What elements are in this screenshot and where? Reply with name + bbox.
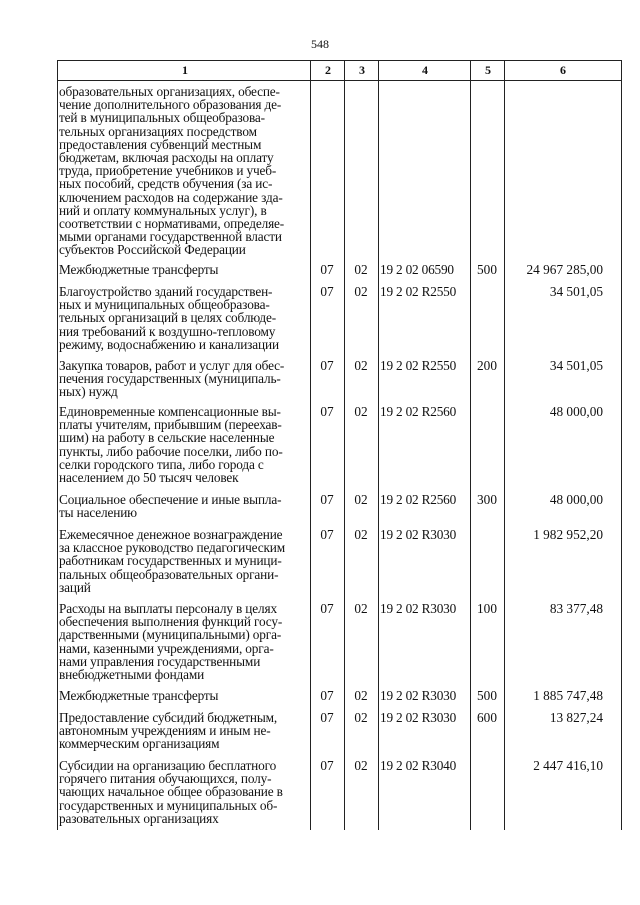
column-divider — [378, 60, 379, 830]
row-description: Благоустройство зданий государствен- ных и муниципальных общеобразова- тельных организаций в целях соблюде- ния требований к воздушно-тепловому режиму, водоснабжению и канализации — [59, 284, 279, 352]
header-col-4: 4 — [422, 63, 428, 77]
expense-type-code: 500 — [477, 688, 497, 703]
header-col-6: 6 — [560, 63, 566, 77]
section-code: 07 — [320, 527, 334, 542]
expense-type-code: 500 — [477, 262, 497, 277]
subsection-code: 02 — [354, 492, 368, 507]
header-col-1: 1 — [182, 63, 188, 77]
section-code: 07 — [320, 688, 334, 703]
subsection-code: 02 — [354, 358, 368, 373]
column-divider — [344, 60, 345, 830]
column-divider — [310, 60, 311, 830]
header-divider — [57, 80, 622, 81]
amount: 1 982 952,20 — [533, 527, 603, 542]
subsection-code: 02 — [354, 601, 368, 616]
target-article-code: 19 2 02 R3030 — [380, 688, 457, 703]
target-article-code: 19 2 02 R2550 — [380, 358, 457, 373]
column-divider — [504, 60, 505, 830]
header-col-3: 3 — [359, 63, 365, 77]
expense-type-code: 200 — [477, 358, 497, 373]
amount: 1 885 747,48 — [533, 688, 603, 703]
section-code: 07 — [320, 262, 334, 277]
amount: 34 501,05 — [549, 358, 603, 373]
target-article-code: 19 2 02 R3030 — [380, 710, 457, 725]
amount: 48 000,00 — [549, 492, 603, 507]
amount: 48 000,00 — [549, 404, 603, 419]
target-article-code: 19 2 02 R2550 — [380, 284, 457, 299]
target-article-code: 19 2 02 R2560 — [380, 492, 457, 507]
subsection-code: 02 — [354, 262, 368, 277]
target-article-code: 19 2 02 R2560 — [380, 404, 457, 419]
target-article-code: 19 2 02 06590 — [380, 262, 454, 277]
row-description: Субсидии на организацию бесплатного горячего питания обучающихся, полу- чающих начальное общее образование в государственных и муниципальных об- разовательных организациях — [59, 758, 283, 826]
row-description: Единовременные компенсационные вы- платы учителям, прибывшим (переехав- шим) на работу в сельские населенные пункты, либо рабочие поселки, либо по- селки городского типа, либо города с населением до 50 тысяч человек — [59, 404, 283, 486]
row-description: Предоставление субсидий бюджетным, автономным учреждениям и иным не- коммерческим организациям — [59, 710, 278, 752]
expense-type-code: 600 — [477, 710, 497, 725]
amount: 24 967 285,00 — [526, 262, 603, 277]
section-code: 07 — [320, 404, 334, 419]
expense-type-code: 300 — [477, 492, 497, 507]
target-article-code: 19 2 02 R3030 — [380, 527, 457, 542]
row-description: Ежемесячное денежное вознаграждение за классное руководство педагогическим работникам государственных и муници- пальных общеобразовательных органи- заций — [59, 527, 286, 595]
subsection-code: 02 — [354, 404, 368, 419]
subsection-code: 02 — [354, 527, 368, 542]
table-border-top — [57, 60, 622, 61]
table-border-right — [621, 60, 622, 830]
subsection-code: 02 — [354, 284, 368, 299]
section-code: 07 — [320, 358, 334, 373]
expense-type-code: 100 — [477, 601, 497, 616]
subsection-code: 02 — [354, 758, 368, 773]
amount: 2 447 416,10 — [533, 758, 603, 773]
header-col-5: 5 — [485, 63, 491, 77]
row-description: Социальное обеспечение и иные выпла- ты населению — [59, 492, 282, 521]
amount: 34 501,05 — [549, 284, 603, 299]
subsection-code: 02 — [354, 710, 368, 725]
page-number: 548 — [311, 37, 329, 51]
section-code: 07 — [320, 758, 334, 773]
target-article-code: 19 2 02 R3040 — [380, 758, 457, 773]
row-description: Расходы на выплаты персоналу в целях обеспечения выполнения функций госу- дарственными (муниципальными) орга- нами, казенными учреждениями, орга- нами управления государственными внебюджетными фондами — [59, 601, 283, 683]
section-code: 07 — [320, 710, 334, 725]
section-code: 07 — [320, 284, 334, 299]
row-description: Закупка товаров, работ и услуг для обес- печения государственных (муниципаль- ных) нужд — [59, 358, 285, 400]
subsection-code: 02 — [354, 688, 368, 703]
table-border-left — [57, 60, 58, 830]
row-description: образовательных организациях, обеспе- чение дополнительного образования де- тей в муниципальных общеобразова- тельных организациях посредством предоставления субвенций местным бюджетам, включая расходы на оплату труда, приобретение учебников и учеб- ных пособий, средств обучения (за ис- ключением расходов на содержание зда- ний и оплату коммунальных услуг), в соответствии с нормативами, определяе- мыми органами государственной власти субъектов Российской Федерации — [59, 84, 285, 258]
target-article-code: 19 2 02 R3030 — [380, 601, 457, 616]
section-code: 07 — [320, 492, 334, 507]
amount: 83 377,48 — [549, 601, 603, 616]
row-description: Межбюджетные трансферты — [59, 262, 219, 277]
section-code: 07 — [320, 601, 334, 616]
amount: 13 827,24 — [549, 710, 603, 725]
row-description: Межбюджетные трансферты — [59, 688, 219, 703]
header-col-2: 2 — [325, 63, 331, 77]
